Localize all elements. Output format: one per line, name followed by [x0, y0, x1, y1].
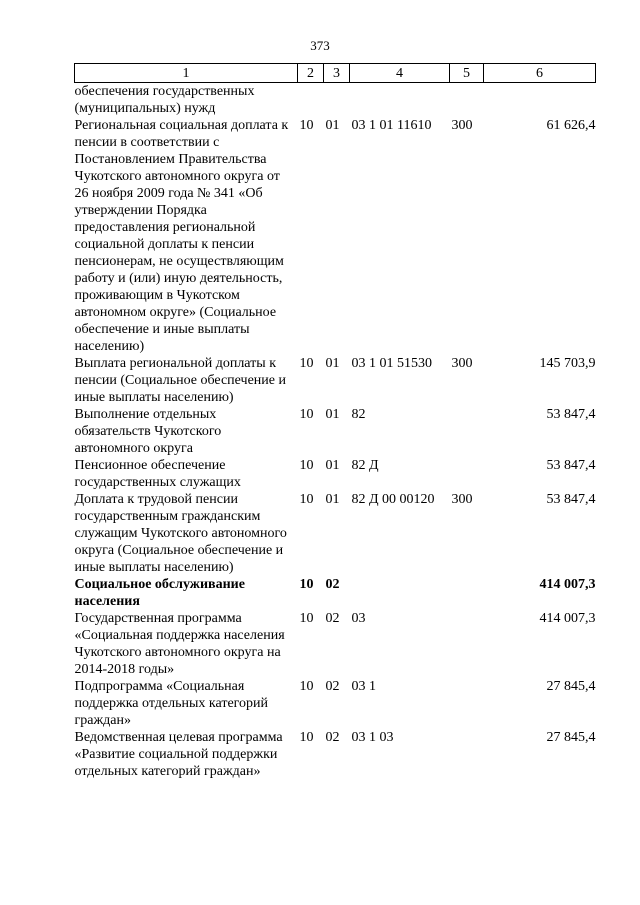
row-amount: [484, 83, 596, 118]
row-subsection: 01: [325, 492, 340, 507]
row-target-article: 03 1 01 51530: [351, 356, 432, 371]
row-subsection: [324, 83, 350, 118]
row-section: 10: [299, 730, 314, 745]
row-subsection: 02: [325, 730, 340, 745]
table-row: [75, 457, 596, 491]
row-description: Подпрограмма «Социальная поддержка отдельных категорий граждан»: [74, 679, 269, 728]
row-amount: 145 703,9: [539, 356, 596, 371]
row-target-article: 82 Д 00 00120: [351, 492, 435, 507]
table-row: [75, 610, 596, 678]
row-description: Выполнение отдельных обязательств Чукотского автономного округа: [74, 407, 222, 456]
row-description: Ведомственная целевая программа «Развитие социальной поддержки отдельных категорий граждан»: [74, 730, 283, 779]
row-target-article: 03 1: [351, 679, 376, 694]
row-target-article: [350, 576, 450, 610]
table-header: [75, 64, 596, 83]
row-amount: 53 847,4: [546, 492, 596, 507]
row-target-article: [350, 83, 450, 118]
row-section: 10: [299, 679, 314, 694]
row-target-article: 03: [351, 611, 366, 626]
row-description: Пенсионное обеспечение государственных служащих: [74, 458, 241, 490]
column-header-6: 6: [484, 64, 596, 83]
row-section: 10: [299, 458, 314, 473]
row-description: Государственная программа «Социальная поддержка населения Чукотского автономного округа на 2014-2018 годы»: [74, 611, 285, 677]
column-header-4: 4: [350, 64, 450, 83]
row-section: [298, 83, 324, 118]
row-subsection: 02: [325, 679, 340, 694]
row-subsection: 01: [325, 458, 340, 473]
column-header-1: 1: [75, 64, 298, 83]
row-description: Выплата региональной доплаты к пенсии (Социальное обеспечение и иные выплаты населению): [74, 356, 286, 405]
table-row: [75, 406, 596, 457]
row-amount: 53 847,4: [546, 407, 596, 422]
row-subsection: 02: [325, 611, 340, 626]
page-number: 373: [310, 38, 330, 53]
row-description: Доплата к трудовой пенсии государственным гражданским служащим Чукотского автономного округа (Социальное обеспечение и иные выплаты населению): [74, 492, 287, 575]
table-row: [75, 678, 596, 729]
row-target-article: 03 1 03: [351, 730, 394, 745]
table-row: [75, 117, 596, 355]
row-amount: 61 626,4: [546, 118, 596, 133]
row-amount: 27 845,4: [546, 730, 596, 745]
table-row: [75, 729, 596, 780]
row-subsection: 01: [325, 407, 340, 422]
row-section: 10: [299, 577, 314, 592]
row-description: обеспечения государственных (муниципальных) нужд: [74, 84, 255, 116]
row-amount: 414 007,3: [539, 611, 596, 626]
row-section: 10: [299, 407, 314, 422]
row-subsection: 02: [325, 577, 340, 592]
column-header-5: 5: [450, 64, 484, 83]
row-section: 10: [299, 492, 314, 507]
row-expense-type: 300: [451, 492, 473, 507]
table-row: [75, 83, 596, 118]
row-expense-type: [450, 83, 484, 118]
table-row: [75, 491, 596, 576]
header-row: [75, 64, 596, 83]
row-expense-type: [450, 610, 484, 678]
table-row: [75, 355, 596, 406]
row-amount: 27 845,4: [546, 679, 596, 694]
column-header-2: 2: [298, 64, 324, 83]
row-subsection: 01: [325, 356, 340, 371]
row-section: 10: [299, 611, 314, 626]
budget-table: [74, 63, 596, 780]
row-description: Региональная социальная доплата к пенсии в соответствии с Постановлением Правительства Чукотского автономного округа от 26 ноября 2009 года № 341 «Об утверждении Порядка предоставления региональной социальной доплаты к пенсии пенсионерам, не осуществляющим работу и (или) иную деятельность, проживающим в Чукотском автономном округе» (Социальное обеспечение и иные выплаты населению): [74, 118, 289, 354]
row-amount: 53 847,4: [546, 458, 596, 473]
row-expense-type: [450, 406, 484, 457]
row-expense-type: [450, 678, 484, 729]
row-section: 10: [299, 118, 314, 133]
row-expense-type: [450, 576, 484, 610]
row-expense-type: 300: [451, 356, 473, 371]
row-expense-type: [450, 729, 484, 780]
table-row: [75, 576, 596, 610]
column-header-3: 3: [324, 64, 350, 83]
row-subsection: 01: [325, 118, 340, 133]
row-target-article: 82 Д: [351, 458, 379, 473]
row-section: 10: [299, 356, 314, 371]
row-description: Социальное обслуживание населения: [74, 577, 245, 609]
row-target-article: 03 1 01 11610: [351, 118, 432, 133]
row-expense-type: [450, 457, 484, 491]
row-amount: 414 007,3: [539, 577, 596, 592]
row-target-article: 82: [351, 407, 366, 422]
row-expense-type: 300: [451, 118, 473, 133]
table-body: [75, 83, 596, 781]
